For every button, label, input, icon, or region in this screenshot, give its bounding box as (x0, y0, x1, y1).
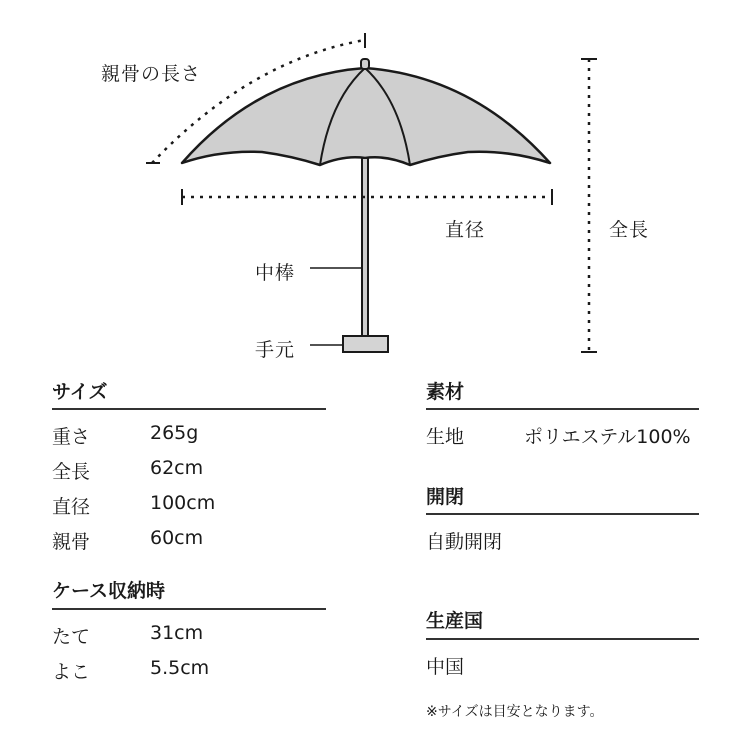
rib-length-label: 親骨の長さ (101, 63, 202, 85)
shaft-label: 中棒 (255, 262, 296, 284)
material-section-rule (426, 408, 699, 410)
case-section-rule (52, 608, 326, 610)
spec-label: 全長 (52, 461, 91, 483)
spec-value: 265g (150, 422, 199, 444)
spec-label: 生地 (426, 426, 465, 448)
opening-section-title: 開閉 (426, 486, 465, 508)
spec-value: 31cm (150, 622, 204, 644)
origin-section-title: 生産国 (426, 610, 484, 632)
spec-value: 62cm (150, 457, 204, 479)
spec-value: 100cm (150, 492, 216, 514)
spec-label: たて (52, 626, 91, 648)
case-section-title: ケース収納時 (52, 580, 166, 602)
spec-value: 5.5cm (150, 657, 210, 679)
spec-row-diameter (52, 492, 326, 518)
material-row (426, 422, 699, 448)
spec-value: 60cm (150, 527, 204, 549)
spec-value: 中国 (426, 656, 465, 678)
spec-row-weight (52, 422, 326, 448)
size-disclaimer-note: ※サイズは目安となります。 (426, 704, 604, 720)
opening-section-rule (426, 513, 699, 515)
total-length-label: 全長 (609, 219, 650, 241)
umbrella-top-tip (361, 59, 369, 69)
spec-label: 直径 (52, 496, 91, 518)
spec-label: よこ (52, 661, 91, 683)
size-section-title: サイズ (52, 381, 108, 403)
material-section-title: 素材 (426, 381, 465, 403)
opening-row (426, 527, 699, 553)
umbrella-handle (343, 336, 388, 352)
case-row-width (52, 657, 326, 683)
umbrella-canopy (182, 68, 550, 165)
origin-row (426, 652, 699, 678)
spec-label: 親骨 (52, 531, 91, 553)
origin-section-rule (426, 638, 699, 640)
umbrella-shaft (362, 158, 368, 336)
spec-row-total-length (52, 457, 326, 483)
spec-value: 自動開閉 (426, 531, 503, 553)
spec-value: ポリエステル100% (524, 426, 691, 448)
diameter-label: 直径 (445, 219, 486, 241)
handle-label: 手元 (255, 339, 296, 361)
case-row-height (52, 622, 326, 648)
umbrella-diagram (0, 0, 750, 370)
spec-row-rib (52, 527, 326, 553)
spec-label: 重さ (52, 426, 91, 448)
size-section-rule (52, 408, 326, 410)
